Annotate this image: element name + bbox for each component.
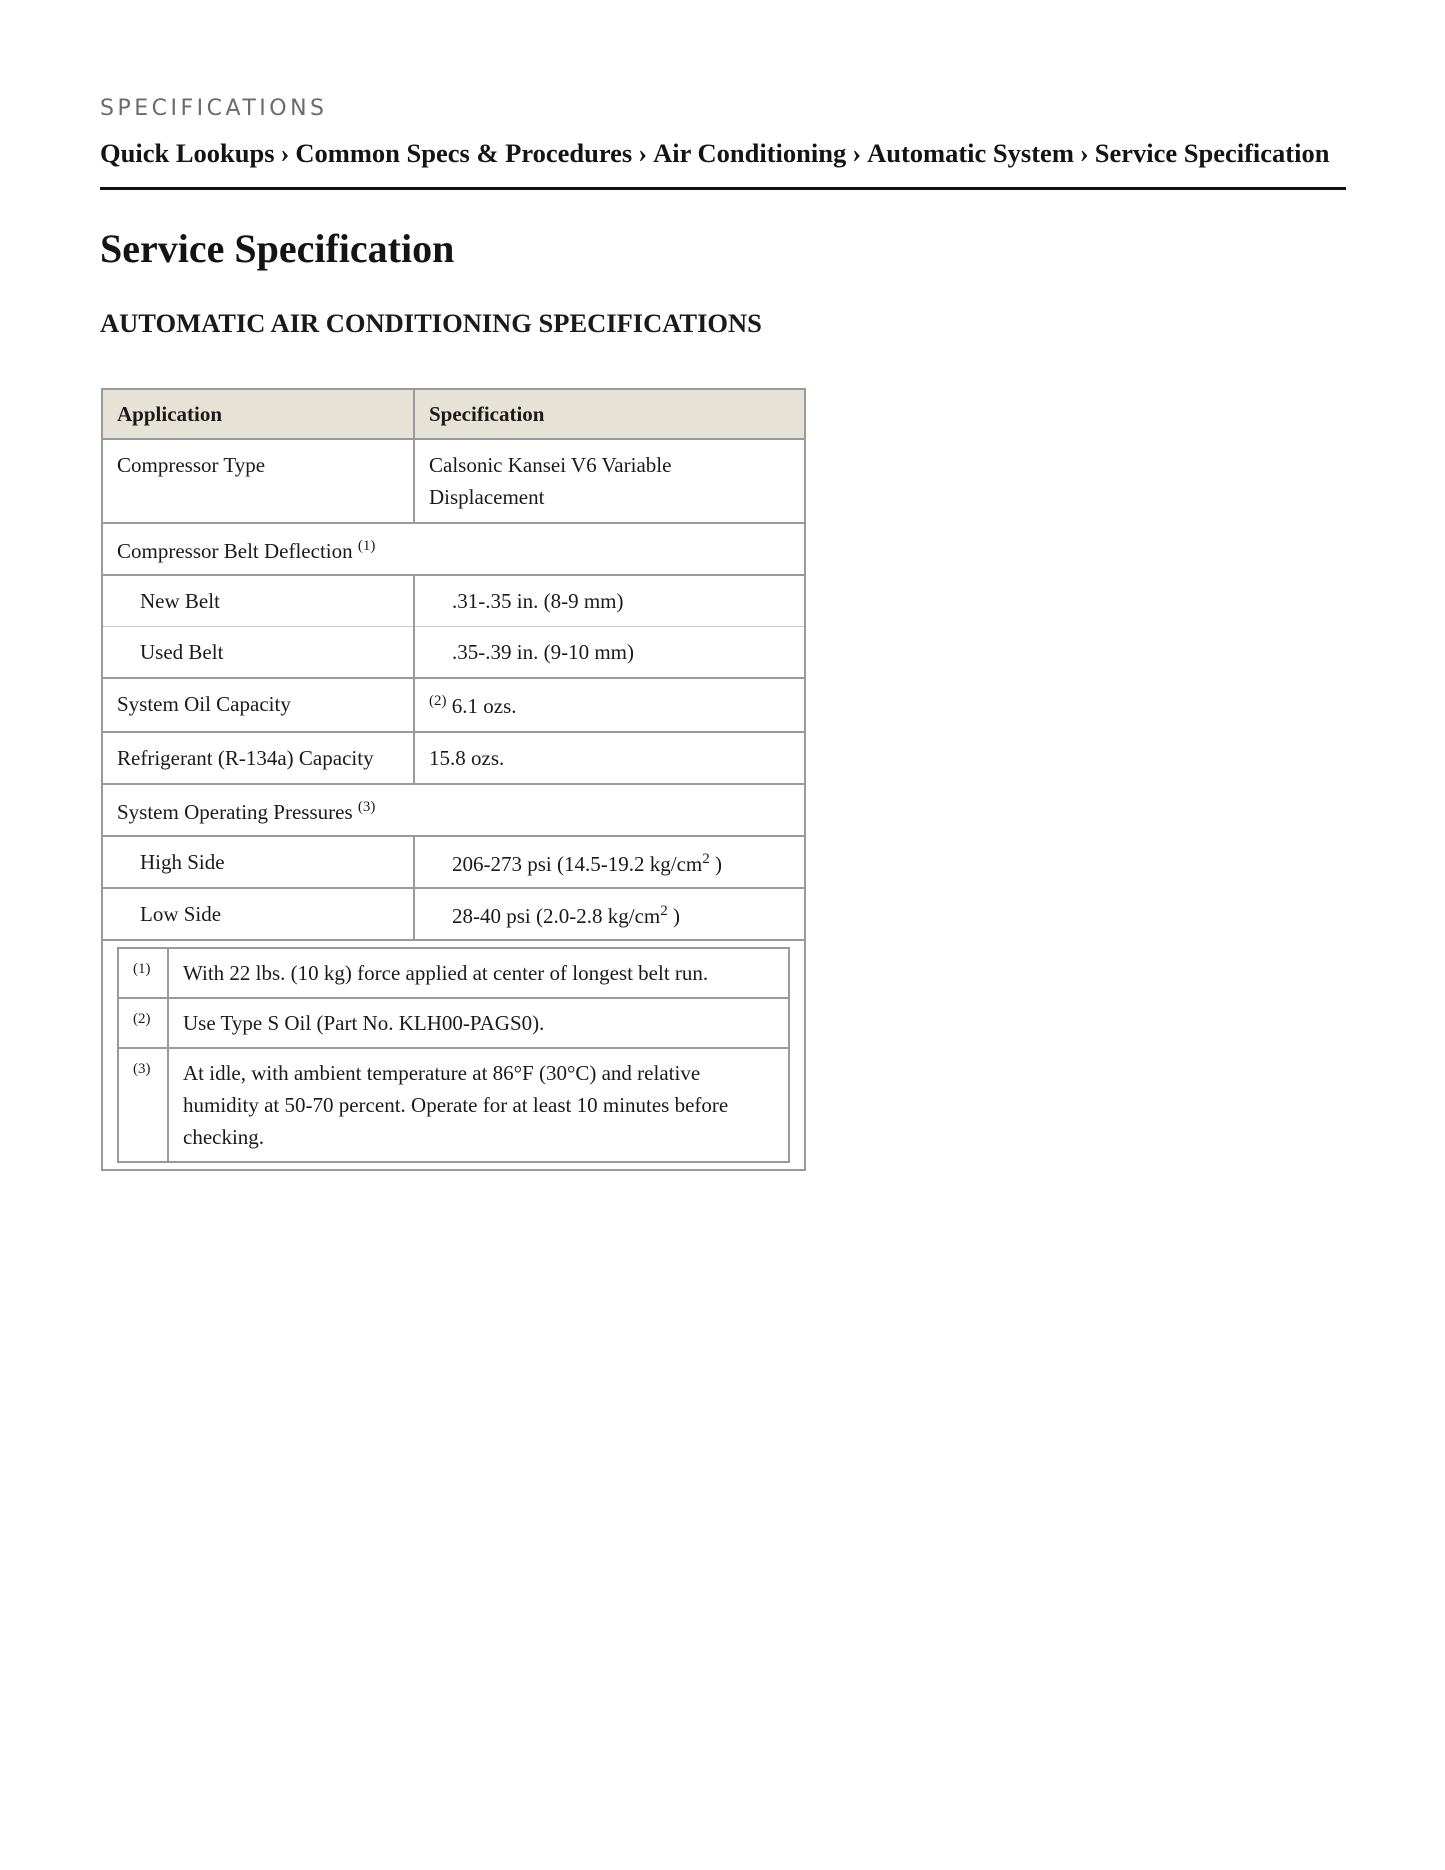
- row-group-label: [102, 523, 805, 575]
- page-title: Service Specification: [100, 226, 455, 271]
- footnote-text: At idle, with ambient temperature at 86°F (30°C) and relative humidity at 50-70 percent. Operate for at least 10 minutes before checking.: [168, 1048, 789, 1162]
- footnotes-table: [117, 947, 790, 1163]
- section-title: AUTOMATIC AIR CONDITIONING SPECIFICATIONS: [100, 308, 762, 338]
- footnote-number: (3): [118, 1048, 168, 1162]
- breadcrumb: [100, 136, 1346, 170]
- breadcrumb-item-air-conditioning[interactable]: Air Conditioning: [653, 138, 847, 168]
- table-row: [102, 439, 805, 523]
- footnote: [118, 1048, 789, 1162]
- table-row: [102, 575, 805, 627]
- row-label: System Operating Pressures: [117, 800, 353, 824]
- row-label: Used Belt: [102, 627, 414, 679]
- table-row: [102, 888, 805, 940]
- breadcrumb-item-automatic-system[interactable]: Automatic System: [867, 138, 1074, 168]
- row-value-text: ): [714, 852, 722, 876]
- superscript: 2: [702, 851, 710, 867]
- table-row: [102, 678, 805, 732]
- breadcrumb-separator: ›: [852, 138, 862, 168]
- row-group-label: [102, 784, 805, 836]
- footnote-number: (1): [118, 948, 168, 998]
- row-label: Low Side: [102, 888, 414, 940]
- row-value-text: 28-40 psi (2.0-2.8 kg/cm: [452, 904, 661, 928]
- row-label: High Side: [102, 836, 414, 888]
- footnote-text: With 22 lbs. (10 kg) force applied at center of longest belt run.: [168, 948, 789, 998]
- row-value: [414, 678, 805, 732]
- row-value-text: ): [672, 904, 680, 928]
- footnote-text: Use Type S Oil (Part No. KLH00-PAGS0).: [168, 998, 789, 1048]
- column-header-specification: Specification: [414, 389, 805, 439]
- breadcrumb-item-common-specs[interactable]: Common Specs & Procedures: [295, 138, 633, 168]
- row-label: Refrigerant (R-134a) Capacity: [102, 732, 414, 784]
- breadcrumb-separator: ›: [1079, 138, 1089, 168]
- row-label: New Belt: [102, 575, 414, 627]
- header-divider: [100, 187, 1346, 190]
- row-value: .31-.35 in. (8-9 mm): [414, 575, 805, 627]
- breadcrumb-separator: ›: [638, 138, 648, 168]
- footnotes-container: [102, 940, 805, 1170]
- footnote: [118, 998, 789, 1048]
- breadcrumb-separator: ›: [280, 138, 290, 168]
- row-label: Compressor Belt Deflection: [117, 539, 353, 563]
- footnote-ref[interactable]: (2): [429, 693, 447, 709]
- row-label: Compressor Type: [102, 439, 414, 523]
- table-row: [102, 784, 805, 836]
- row-value: [414, 888, 805, 940]
- table-row: [102, 523, 805, 575]
- row-value: [414, 836, 805, 888]
- column-header-application: Application: [102, 389, 414, 439]
- row-value: .35-.39 in. (9-10 mm): [414, 627, 805, 679]
- superscript: 2: [660, 903, 668, 919]
- footnote-ref[interactable]: (1): [357, 538, 376, 554]
- row-value-text: 6.1 ozs.: [451, 694, 517, 718]
- table-row: [102, 836, 805, 888]
- row-value: 15.8 ozs.: [414, 732, 805, 784]
- footnote: [118, 948, 789, 998]
- row-label: System Oil Capacity: [102, 678, 414, 732]
- footnotes-row: [102, 940, 805, 1170]
- table-row: [102, 627, 805, 679]
- table-row: [102, 732, 805, 784]
- spec-table: [101, 388, 806, 1171]
- row-value-text: 206-273 psi (14.5-19.2 kg/cm: [452, 852, 703, 876]
- breadcrumb-item-quick-lookups[interactable]: Quick Lookups: [100, 138, 275, 168]
- footnote-number: (2): [118, 998, 168, 1048]
- footnote-ref[interactable]: (3): [357, 799, 376, 815]
- section-eyebrow: SPECIFICATIONS: [100, 96, 328, 121]
- breadcrumb-item-service-specification: Service Specification: [1094, 138, 1330, 168]
- row-value: Calsonic Kansei V6 Variable Displacement: [414, 439, 805, 523]
- table-header-row: [102, 389, 805, 439]
